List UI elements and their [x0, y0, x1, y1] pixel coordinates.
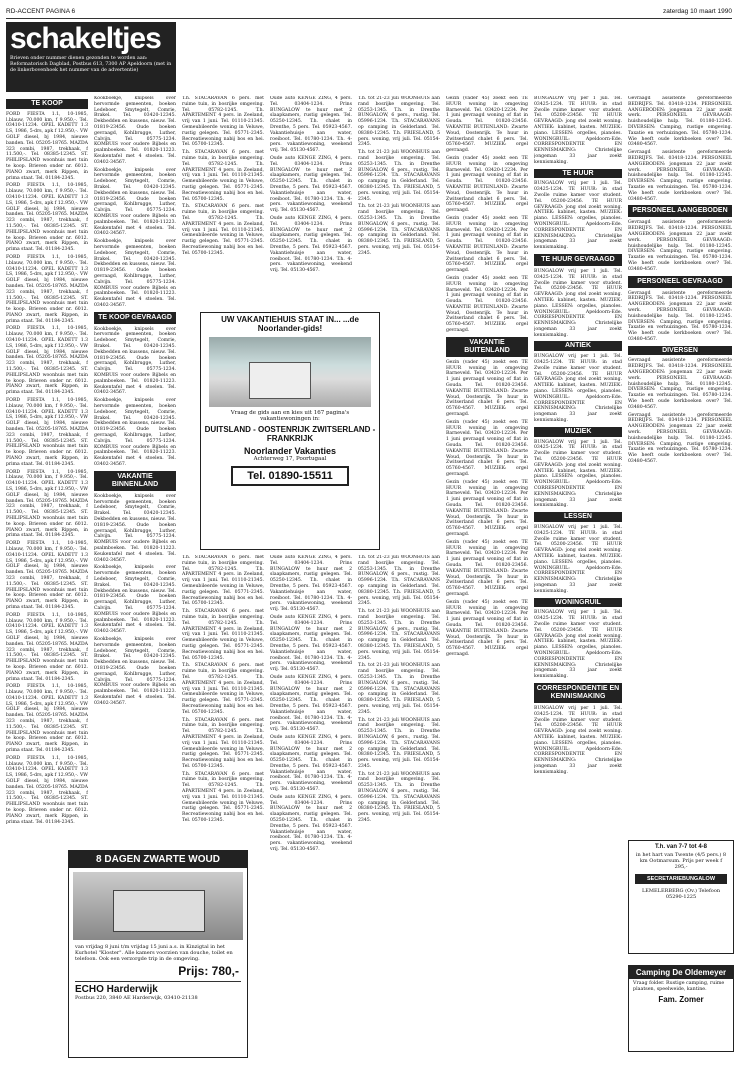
column-text: BUNGALOW vrij per 1 juli. Tel. 03425-1234. TE HUUR: in stad Zwolle ruime kamer voor student. Tel. 05200-23456. TE HUUR GEVRAAGD: jong stel zoekt woning. ANTIEK: kabinet, kasten. MUZIEK: piano. LESSEN: orgelles, pianoles. WONINGRUIL: Apeldoorn-Ede. CORRESPONDENTIE EN KENNISMAKING: Christelijke jongeman 33 jaar zoekt kennismaking. [534, 181, 622, 251]
column-text: T.h. STACARAVAN 6 pers. met ruime tuin, in bosrijke omgeving. Tel. 05782-1245. T.h. APARTEMENT 4 pers. in Zeeland, vrij van 1 juni. Tel. 01110-21345. Gemeubileerde woning in Veluwe, rustig gelegen. Tel. 05771-2345. Recreatiewoning nabij bos en hei. Tel. 05700-12345. [182, 717, 264, 769]
masthead [6, 22, 176, 92]
section-personeel-gevraagd: PERSONEEL GEVRAAGD [628, 276, 732, 288]
ad-company-logo: ECHO Harderwijk [75, 981, 241, 995]
column-text: Kookboekje, knipsels over hervormde gemeenten, boeken Ledeboer, Smytegelt, Comrie, Brakel. Tel. 03420-12345. Dekbedden en kussens, nieuw. Tel. 01819-23456. Oude boeken gevraagd, Kohlbrugge, Luther, Calvijn. Tel. 05775-1234. KOMBUIS voor oudere Bijbels en psalmboeken. Tel. 01820-11223. Keukentafel met 4 stoelen. Tel. 03402-34567. [94, 493, 176, 563]
section-lessen: LESSEN [534, 512, 622, 522]
ad-headline: UW VAKANTIEHUIS STAAT IN... ...de Noorlander-gids! [201, 313, 379, 335]
section-te-koop: TE KOOP [6, 99, 88, 109]
column-text: Gezin (vader 45) zoekt een TE HUUR woning in omgeving Barneveld. Tel. 03420-12234. Per 1 juni gevraagd woning of flat in Gouda. Tel. 01820-23456. VAKANTIE BUITENLAND: Zwarte Woud, Oostenrijk. Te huur in Zwitserland chalet 6 pers. Tel. 05760-4567. MUZIEK: orgel gevraagd. [446, 275, 528, 334]
column-4-lower [270, 555, 352, 1055]
header-right: zaterdag 10 maart 1990 [662, 8, 732, 15]
bungalow-advertisement [628, 840, 734, 954]
ad-price: Prijs: 780,- [178, 964, 239, 978]
column-text: Kookboekje, knipsels over hervormde gemeenten, boeken Ledeboer, Smytegelt, Comrie, Brakel. Tel. 03420-12345. Dekbedden en kussens, nieuw. Tel. 01819-23456. Oude boeken gevraagd, Kohlbrugge, Luther, Calvijn. Tel. 05775-1234. KOMBUIS voor oudere Bijbels en psalmboeken. Tel. 01820-11223. Keukentafel met 4 stoelen. Tel. 03402-34567. [94, 326, 176, 396]
section-personeel-aangeboden: PERSONEEL AANGEBODEN [628, 205, 732, 217]
column-text: BUNGALOW vrij per 1 juli. Tel. 03425-1234. TE HUUR: in stad Zwolle ruime kamer voor student. Tel. 05200-23456. TE HUUR GEVRAAGD: jong stel zoekt woning. ANTIEK: kabinet, kasten. MUZIEK: piano. LESSEN: orgelles, pianoles. WONINGRUIL: Apeldoorn-Ede. CORRESPONDENTIE EN KENNISMAKING: Christelijke jongeman 33 jaar zoekt kennismaking. [534, 610, 622, 680]
column-text: Gevraagd assistente gereformeerde BEDRIJFS. Tel. 03418-1234. PERSONEEL AANGEBODEN: jongeman 22 jaar zoekt werk. PERSONEEL GEVRAAGD: huishoudelijke hulp. Tel. 01180-12345. DIVERSEN: Camping, rustige omgeving. Taxatie en verhuizingen. Tel. 05780-1234. Wie heeft oude kerkboeken over? Tel. 03480-4567. [628, 290, 732, 342]
column-text: Gevraagd assistente gereformeerde BEDRIJFS. Tel. 03418-1234. PERSONEEL AANGEBODEN: jongeman 22 jaar zoekt werk. PERSONEEL GEVRAAGD: huishoudelijke hulp. Tel. 01180-12345. DIVERSEN: Camping, rustige omgeving. Taxatie en verhuizingen. Tel. 05780-1234. Wie heeft oude kerkboeken over? Tel. 03480-4567. [628, 412, 732, 465]
section-te-huur-gevraagd: TE HUUR GEVRAAGD [534, 254, 622, 266]
column-text: T.h. STACARAVAN 6 pers. met ruime tuin, in bosrijke omgeving. Tel. 05782-1245. T.h. APARTEMENT 4 pers. in Zeeland, vrij van 1 juni. Tel. 01110-21345. Gemeubileerde woning in Veluwe, rustig gelegen. Tel. 05771-2345. Recreatiewoning nabij bos en hei. Tel. 05700-12345. [182, 204, 264, 256]
section-te-huur: TE HUUR [534, 169, 622, 179]
column-text: Oude auto KENGE ZING, 4 pers. Tel. 03404-1234. Prins BUNGALOW te huur met 2 slaapkamers, rustig gelegen. Tel. 05250-12345. T.h. chalet in Drenthe, 5 pers. Tel. 05923-4567. Vakantiehuisje aan water, roeiboot. Tel. 01780-1234. T.h. 4-pers. vakantiewoning, weekend vrij. Tel. 05130-4567. [270, 674, 352, 733]
ad-title: 8 DAGEN ZWARTE WOUD [69, 851, 247, 868]
column-text: Gezin (vader 45) zoekt een TE HUUR woning in omgeving Barneveld. Tel. 03420-12234. Per 1 juni gevraagd woning of flat in Gouda. Tel. 01820-23456. VAKANTIE BUITENLAND: Zwarte Woud, Oostenrijk. Te huur in Zwitserland chalet 6 pers. Tel. 05760-4567. MUZIEK: orgel gevraagd. [446, 479, 528, 537]
column-text: Gevraagd assistente gereformeerde BEDRIJFS. Tel. 03418-1234. PERSONEEL AANGEBODEN: jongeman 22 jaar zoekt werk. PERSONEEL GEVRAAGD: huishoudelijke hulp. Tel. 01180-12345. DIVERSEN: Camping, rustige omgeving. Taxatie en verhuizingen. Tel. 05780-1234. Wie heeft oude kerkboeken over? Tel. 03480-4567. [628, 96, 732, 148]
ad-address: LEMELERBERG (Ov.) Telefoon 05290-1225 [641, 888, 721, 900]
column-text: FORD FIESTA 1.1, 10-1985, l.blauw, 70.000 km, f 9.950,-. Tel. 03410-11234. OPEL KADETT 1.3 LS, 1986, 5-drs, apk f 12.950,-. VW GOLF diesel, bj 1984, nieuwe banden. Tel. 05205-18765. MAZDA 323 combi, 1987, trekhaak, f 11.500,-. Tel. 08385-12345. ST. PHILIPSLAND woonhuis met tuin te koop. Brieven onder nr. 6012. PIANO zwart, merk Rippen, in prima staat. Tel. 01184-2345. [6, 183, 88, 253]
column-text: Kookboekje, knipsels over hervormde gemeenten, boeken Ledeboer, Smytegelt, Comrie, Brakel. Tel. 03420-12345. Dekbedden en kussens, nieuw. Tel. 01819-23456. Oude boeken gevraagd, Kohlbrugge, Luther, Calvijn. Tel. 05775-1234. KOMBUIS voor oudere Bijbels en psalmboeken. Tel. 01820-11223. Keukentafel met 4 stoelen. Tel. 03402-34567. [94, 96, 176, 165]
column-text: T.h. tot 21-23 juli WOONHUIS aan rand bosrijke omgeving. Tel. 05253-1345. T.h. in Drenthe BUNGALOW, 6 pers., rustig. Tel. 05996-1234. T.h. STACARAVANS op camping in Gelderland. Tel. 08380-12345. T.h. FRIESLAND, 5 pers. woning, vrij juli. Tel. 05154-2345. [358, 555, 440, 607]
header-left: RD-ACCENT PAGINA 6 [6, 8, 76, 15]
column-text: FORD FIESTA 1.1, 10-1985, l.blauw, 70.000 km, f 9.950,-. Tel. 03410-11234. OPEL KADETT 1.3 LS, 1986, 5-drs, apk f 12.950,-. VW GOLF diesel, bj 1984, nieuwe banden. Tel. 05205-18765. MAZDA 323 combi, 1987, trekhaak, f 11.500,-. Tel. 08385-12345. ST. PHILIPSLAND woonhuis met tuin te koop. Brieven onder nr. 6012. PIANO zwart, merk Rippen, in prima staat. Tel. 01184-2345. [6, 111, 88, 181]
ad-text: Vraag folder. Rustige camping, ruime plaatsen, speelweide, kantine. [633, 981, 725, 992]
column-text: FORD FIESTA 1.1, 10-1985, l.blauw, 70.000 km, f 9.950,-. Tel. 03410-11234. OPEL KADETT 1.3 LS, 1986, 5-drs, apk f 12.950,-. VW GOLF diesel, bj 1984, nieuwe banden. Tel. 05205-18765. MAZDA 323 combi, 1987, trekhaak, f 11.500,-. Tel. 08385-12345. ST. PHILIPSLAND woonhuis met tuin te koop. Brieven onder nr. 6012. PIANO zwart, merk Rippen, in prima staat. Tel. 01184-2345. [6, 469, 88, 539]
column-text: T.h. tot 21-23 juli WOONHUIS aan rand bosrijke omgeving. Tel. 05253-1345. T.h. in Drenthe BUNGALOW, 6 pers., rustig. Tel. 05996-1234. T.h. STACARAVANS op camping in Gelderland. Tel. 08380-12345. T.h. FRIESLAND, 5 pers. woning, vrij juli. Tel. 05154-2345. [358, 609, 440, 661]
column-text: Gevraagd assistente gereformeerde BEDRIJFS. Tel. 03418-1234. PERSONEEL AANGEBODEN: jongeman 22 jaar zoekt werk. PERSONEEL GEVRAAGD: huishoudelijke hulp. Tel. 01180-12345. DIVERSEN: Camping, rustige omgeving. Taxatie en verhuizingen. Tel. 05780-1234. Wie heeft oude kerkboeken over? Tel. 03480-4567. [628, 358, 732, 410]
column-text: Gezin (vader 45) zoekt een TE HUUR woning in omgeving Barneveld. Tel. 03420-12234. Per 1 juni gevraagd woning of flat in Gouda. Tel. 01820-23456. VAKANTIE BUITENLAND: Zwarte Woud, Oostenrijk. Te huur in Zwitserland chalet 6 pers. Tel. 05760-4567. MUZIEK: orgel gevraagd. [446, 215, 528, 274]
column-text: FORD FIESTA 1.1, 10-1985, l.blauw, 70.000 km, f 9.950,-. Tel. 03410-11234. OPEL KADETT 1.3 LS, 1986, 5-drs, apk f 12.950,-. VW GOLF diesel, bj 1984, nieuwe banden. Tel. 05205-18765. MAZDA 323 combi, 1987, trekhaak, f 11.500,-. Tel. 08385-12345. ST. PHILIPSLAND woonhuis met tuin te koop. Brieven onder nr. 6012. PIANO zwart, merk Rippen, in prima staat. Tel. 01184-2345. [6, 612, 88, 682]
column-text: Gezin (vader 45) zoekt een TE HUUR woning in omgeving Barneveld. Tel. 03420-12234. Per 1 juni gevraagd woning of flat in Gouda. Tel. 01820-23456. VAKANTIE BUITENLAND: Zwarte Woud, Oostenrijk. Te huur in Zwitserland chalet 6 pers. Tel. 05760-4567. MUZIEK: orgel gevraagd. [446, 419, 528, 478]
column-text: T.h. STACARAVAN 6 pers. met ruime tuin, in bosrijke omgeving. Tel. 05782-1245. T.h. APARTEMENT 4 pers. in Zeeland, vrij van 1 juni. Tel. 01110-21345. Gemeubileerde woning in Veluwe, rustig gelegen. Tel. 05771-2345. Recreatiewoning nabij bos en hei. Tel. 05700-12345. [182, 150, 264, 202]
column-text: T.h. tot 21-23 juli WOONHUIS aan rand bosrijke omgeving. Tel. 05253-1345. T.h. in Drenthe BUNGALOW, 6 pers., rustig. Tel. 05996-1234. T.h. STACARAVANS op camping in Gelderland. Tel. 08380-12345. T.h. FRIESLAND, 5 pers. woning, vrij juli. Tel. 05154-2345. [358, 717, 440, 769]
column-text: BUNGALOW vrij per 1 juli. Tel. 03425-1234. TE HUUR: in stad Zwolle ruime kamer voor student. Tel. 05200-23456. TE HUUR GEVRAAGD: jong stel zoekt woning. ANTIEK: kabinet, kasten. MUZIEK: piano. LESSEN: orgelles, pianoles. WONINGRUIL: Apeldoorn-Ede. CORRESPONDENTIE EN KENNISMAKING: Christelijke jongeman 33 jaar zoekt kennismaking. [534, 354, 622, 424]
section-te-koop-gevraagd: TE KOOP GEVRAAGD [94, 312, 176, 324]
column-text: Oude auto KENGE ZING, 4 pers. Tel. 03404-1234. Prins BUNGALOW te huur met 2 slaapkamers, rustig gelegen. Tel. 05250-12345. T.h. chalet in Drenthe, 5 pers. Tel. 05923-4567. Vakantiehuisje aan water, roeiboot. Tel. 01780-1234. T.h. 4-pers. vakantiewoning, weekend vrij. Tel. 05130-4567. [270, 734, 352, 793]
column-text: T.h. STACARAVAN 6 pers. met ruime tuin, in bosrijke omgeving. Tel. 05782-1245. T.h. APARTEMENT 4 pers. in Zeeland, vrij van 1 juni. Tel. 01110-21345. Gemeubileerde woning in Veluwe, rustig gelegen. Tel. 05771-2345. Recreatiewoning nabij bos en hei. Tel. 05700-12345. [182, 555, 264, 607]
ad-text: Vraag de gids aan en kies uit 167 pagina's vakantiewoningen in: [230, 410, 350, 422]
column-text: FORD FIESTA 1.1, 10-1985, l.blauw, 70.000 km, f 9.950,-. Tel. 03410-11234. OPEL KADETT 1.3 LS, 1986, 5-drs, apk f 12.950,-. VW GOLF diesel, bj 1984, nieuwe banden. Tel. 05205-18765. MAZDA 323 combi, 1987, trekhaak, f 11.500,-. Tel. 08385-12345. ST. PHILIPSLAND woonhuis met tuin te koop. Brieven onder nr. 6012. PIANO zwart, merk Rippen, in prima staat. Tel. 01184-2345. [6, 326, 88, 396]
column-text: FORD FIESTA 1.1, 10-1985, l.blauw, 70.000 km, f 9.950,-. Tel. 03410-11234. OPEL KADETT 1.3 LS, 1986, 5-drs, apk f 12.950,-. VW GOLF diesel, bj 1984, nieuwe banden. Tel. 05205-18765. MAZDA 323 combi, 1987, trekhaak, f 11.500,-. Tel. 08385-12345. ST. PHILIPSLAND woonhuis met tuin te koop. Brieven onder nr. 6012. PIANO zwart, merk Rippen, in prima staat. Tel. 01184-2345. [6, 541, 88, 610]
column-text: BUNGALOW vrij per 1 juli. Tel. 03425-1234. TE HUUR: in stad Zwolle ruime kamer voor student. Tel. 05200-23456. TE HUUR GEVRAAGD: jong stel zoekt woning. ANTIEK: kabinet, kasten. MUZIEK: piano. LESSEN: orgelles, pianoles. WONINGRUIL: Apeldoorn-Ede. CORRESPONDENTIE EN KENNISMAKING: Christelijke jongeman 33 jaar zoekt kennismaking. [534, 525, 622, 594]
column-text: Gezin (vader 45) zoekt een TE HUUR woning in omgeving Barneveld. Tel. 03420-12234. Per 1 juni gevraagd woning of flat in Gouda. Tel. 01820-23456. VAKANTIE BUITENLAND: Zwarte Woud, Oostenrijk. Te huur in Zwitserland chalet 6 pers. Tel. 05760-4567. MUZIEK: orgel gevraagd. [446, 359, 528, 418]
column-8 [628, 96, 732, 836]
column-text: Gezin (vader 45) zoekt een TE HUUR woning in omgeving Barneveld. Tel. 03420-12234. Per 1 juni gevraagd woning of flat in Gouda. Tel. 01820-23456. VAKANTIE BUITENLAND: Zwarte Woud, Oostenrijk. Te huur in Zwitserland chalet 6 pers. Tel. 05760-4567. MUZIEK: orgel gevraagd. [446, 155, 528, 214]
column-text: T.h. tot 21-23 juli WOONHUIS aan rand bosrijke omgeving. Tel. 05253-1345. T.h. in Drenthe BUNGALOW, 6 pers., rustig. Tel. 05996-1234. T.h. STACARAVANS op camping in Gelderland. Tel. 08380-12345. T.h. FRIESLAND, 5 pers. woning, vrij juli. Tel. 05154-2345. [358, 663, 440, 715]
column-text: BUNGALOW vrij per 1 juli. Tel. 03425-1234. TE HUUR: in stad Zwolle ruime kamer voor student. Tel. 05200-23456. TE HUUR GEVRAAGD: jong stel zoekt woning. ANTIEK: kabinet, kasten. MUZIEK: piano. LESSEN: orgelles, pianoles. WONINGRUIL: Apeldoorn-Ede. CORRESPONDENTIE EN KENNISMAKING: Christelijke jongeman 33 jaar zoekt kennismaking. [534, 96, 622, 165]
column-text: T.h. STACARAVAN 6 pers. met ruime tuin, in bosrijke omgeving. Tel. 05782-1245. T.h. APARTEMENT 4 pers. in Zeeland, vrij van 1 juni. Tel. 01110-21345. Gemeubileerde woning in Veluwe, rustig gelegen. Tel. 05771-2345. Recreatiewoning nabij bos en hei. Tel. 05700-12345. [182, 771, 264, 824]
column-text: Oude auto KENGE ZING, 4 pers. Tel. 03404-1234. Prins BUNGALOW te huur met 2 slaapkamers, rustig gelegen. Tel. 05250-12345. T.h. chalet in Drenthe, 5 pers. Tel. 05923-4567. Vakantiehuisje aan water, roeiboot. Tel. 01780-1234. T.h. 4-pers. vakantiewoning, weekend vrij. Tel. 05130-4567. [270, 614, 352, 673]
column-text: T.h. tot 21-23 juli WOONHUIS aan rand bosrijke omgeving. Tel. 05253-1345. T.h. in Drenthe BUNGALOW, 6 pers., rustig. Tel. 05996-1234. T.h. STACARAVANS op camping in Gelderland. Tel. 08380-12345. T.h. FRIESLAND, 5 pers. woning, vrij juli. Tel. 05154-2345. [358, 96, 440, 148]
column-text: T.h. tot 21-23 juli WOONHUIS aan rand bosrijke omgeving. Tel. 05253-1345. T.h. in Drenthe BUNGALOW, 6 pers., rustig. Tel. 05996-1234. T.h. STACARAVANS op camping in Gelderland. Tel. 08380-12345. T.h. FRIESLAND, 5 pers. woning, vrij juli. Tel. 05154-2345. [358, 204, 440, 256]
column-text: Oude auto KENGE ZING, 4 pers. Tel. 03404-1234. Prins BUNGALOW te huur met 2 slaapkamers, rustig gelegen. Tel. 05250-12345. T.h. chalet in Drenthe, 5 pers. Tel. 05923-4567. Vakantiehuisje aan water, roeiboot. Tel. 01780-1234. T.h. 4-pers. vakantiewoning, weekend vrij. Tel. 05130-4567. [270, 215, 352, 274]
column-2 [94, 96, 176, 846]
column-text: Gevraagd assistente gereformeerde BEDRIJFS. Tel. 03418-1234. PERSONEEL AANGEBODEN: jongeman 22 jaar zoekt werk. PERSONEEL GEVRAAGD: huishoudelijke hulp. Tel. 01180-12345. DIVERSEN: Camping, rustige omgeving. Taxatie en verhuizingen. Tel. 05780-1234. Wie heeft oude kerkboeken over? Tel. 03480-4567. [628, 220, 732, 272]
column-text: BUNGALOW vrij per 1 juli. Tel. 03425-1234. TE HUUR: in stad Zwolle ruime kamer voor student. Tel. 05200-23456. TE HUUR GEVRAAGD: jong stel zoekt woning. ANTIEK: kabinet, kasten. MUZIEK: piano. LESSEN: orgelles, pianoles. WONINGRUIL: Apeldoorn-Ede. CORRESPONDENTIE EN KENNISMAKING: Christelijke jongeman 33 jaar zoekt kennismaking. [534, 268, 622, 338]
column-text: T.h. tot 21-23 juli WOONHUIS aan rand bosrijke omgeving. Tel. 05253-1345. T.h. in Drenthe BUNGALOW, 6 pers., rustig. Tel. 05996-1234. T.h. STACARAVANS op camping in Gelderland. Tel. 08380-12345. T.h. FRIESLAND, 5 pers. woning, vrij juli. Tel. 05154-2345. [358, 771, 440, 824]
ad-text: van vrijdag 8 juni t/m vrijdag 15 juni a.s. in Kinzigtal in het Kurhotel "Kloster". Alle kamers voorzien van douche, toilet en telefoon. Ook een verzorgde trip in de omgeving. [75, 944, 233, 962]
ad-footer: Postbus 220, 3840 AE Harderwijk, 03410-21138 [75, 995, 198, 1001]
section-muziek: MUZIEK [534, 427, 622, 437]
column-text: Kookboekje, knipsels over hervormde gemeenten, boeken Ledeboer, Smytegelt, Comrie, Brakel. Tel. 03420-12345. Dekbedden en kussens, nieuw. Tel. 01819-23456. Oude boeken gevraagd, Kohlbrugge, Luther, Calvijn. Tel. 05775-1234. KOMBUIS voor oudere Bijbels en psalmboeken. Tel. 01820-11223. Keukentafel met 4 stoelen. Tel. 03402-34567. [94, 565, 176, 635]
ad-company: Noorlander Vakanties [243, 446, 337, 456]
column-text: Kookboekje, knipsels over hervormde gemeenten, boeken Ledeboer, Smytegelt, Comrie, Brakel. Tel. 03420-12345. Dekbedden en kussens, nieuw. Tel. 01819-23456. Oude boeken gevraagd, Kohlbrugge, Luther, Calvijn. Tel. 05775-1234. KOMBUIS voor oudere Bijbels en psalmboeken. Tel. 01820-11223. Keukentafel met 4 stoelen. Tel. 03402-34567. [94, 398, 176, 468]
column-text: Gevraagd assistente gereformeerde BEDRIJFS. Tel. 03418-1234. PERSONEEL AANGEBODEN: jongeman 22 jaar zoekt werk. PERSONEEL GEVRAAGD: huishoudelijke hulp. Tel. 01180-12345. DIVERSEN: Camping, rustige omgeving. Taxatie en verhuizingen. Tel. 05780-1234. Wie heeft oude kerkboeken over? Tel. 03480-4567. [628, 150, 732, 202]
column-5 [358, 96, 440, 306]
column-text: T.h. STACARAVAN 6 pers. met ruime tuin, in bosrijke omgeving. Tel. 05782-1245. T.h. APARTEMENT 4 pers. in Zeeland, vrij van 1 juni. Tel. 01110-21345. Gemeubileerde woning in Veluwe, rustig gelegen. Tel. 05771-2345. Recreatiewoning nabij bos en hei. Tel. 05700-12345. [182, 609, 264, 661]
ad-countries: DUITSLAND - OOSTENRIJK ZWITSERLAND - FRANKRIJK [204, 425, 376, 443]
column-3 [182, 96, 264, 306]
ad-title: Camping De Oldemeyer [629, 966, 733, 979]
column-text: FORD FIESTA 1.1, 10-1985, l.blauw, 70.000 km, f 9.950,-. Tel. 03410-11234. OPEL KADETT 1.3 LS, 1986, 5-drs, apk f 12.950,-. VW GOLF diesel, bj 1984, nieuwe banden. Tel. 05205-18765. MAZDA 323 combi, 1987, trekhaak, f 11.500,-. Tel. 08385-12345. ST. PHILIPSLAND woonhuis met tuin te koop. Brieven onder nr. 6012. PIANO zwart, merk Rippen, in prima staat. Tel. 01184-2345. [6, 684, 88, 754]
zwarte-woud-advertisement [68, 850, 248, 1058]
column-6 [446, 96, 528, 1056]
ad-address: Achterweg 17, Poortugaal [253, 456, 327, 462]
column-text: T.h. tot 21-23 juli WOONHUIS aan rand bosrijke omgeving. Tel. 05253-1345. T.h. in Drenthe BUNGALOW, 6 pers., rustig. Tel. 05996-1234. T.h. STACARAVANS op camping in Gelderland. Tel. 08380-12345. T.h. FRIESLAND, 5 pers. woning, vrij juli. Tel. 05154-2345. [358, 150, 440, 202]
column-text: Kookboekje, knipsels over hervormde gemeenten, boeken Ledeboer, Smytegelt, Comrie, Brakel. Tel. 03420-12345. Dekbedden en kussens, nieuw. Tel. 01819-23456. Oude boeken gevraagd, Kohlbrugge, Luther, Calvijn. Tel. 05775-1234. KOMBUIS voor oudere Bijbels en psalmboeken. Tel. 01820-11223. Keukentafel met 4 stoelen. Tel. 03402-34567. [94, 167, 176, 237]
column-text: FORD FIESTA 1.1, 10-1985, l.blauw, 70.000 km, f 9.950,-. Tel. 03410-11234. OPEL KADETT 1.3 LS, 1986, 5-drs, apk f 12.950,-. VW GOLF diesel, bj 1984, nieuwe banden. Tel. 05205-18765. MAZDA 323 combi, 1987, trekhaak, f 11.500,-. Tel. 08385-12345. ST. PHILIPSLAND woonhuis met tuin te koop. Brieven onder nr. 6012. PIANO zwart, merk Rippen, in prima staat. Tel. 01184-2345. [6, 398, 88, 467]
column-text: Gezin (vader 45) zoekt een TE HUUR woning in omgeving Barneveld. Tel. 03420-12234. Per 1 juni gevraagd woning of flat in Gouda. Tel. 01820-23456. VAKANTIE BUITENLAND: Zwarte Woud, Oostenrijk. Te huur in Zwitserland chalet 6 pers. Tel. 05760-4567. MUZIEK: orgel gevraagd. [446, 599, 528, 657]
column-text: Kookboekje, knipsels over hervormde gemeenten, boeken Ledeboer, Smytegelt, Comrie, Brakel. Tel. 03420-12345. Dekbedden en kussens, nieuw. Tel. 01819-23456. Oude boeken gevraagd, Kohlbrugge, Luther, Calvijn. Tel. 05775-1234. KOMBUIS voor oudere Bijbels en psalmboeken. Tel. 01820-11223. Keukentafel met 4 stoelen. Tel. 03402-34567. [94, 636, 176, 706]
vakantie-advertisement [200, 312, 380, 550]
column-text: T.h. STACARAVAN 6 pers. met ruime tuin, in bosrijke omgeving. Tel. 05782-1245. T.h. APARTEMENT 4 pers. in Zeeland, vrij van 1 juni. Tel. 01110-21345. Gemeubileerde woning in Veluwe, rustig gelegen. Tel. 05771-2345. Recreatiewoning nabij bos en hei. Tel. 05700-12345. [182, 96, 264, 148]
ad-section: SECRETARIEBUNGALOW [635, 874, 727, 884]
column-7 [534, 96, 622, 1056]
column-text: T.h. STACARAVAN 6 pers. met ruime tuin, in bosrijke omgeving. Tel. 05782-1245. T.h. APARTEMENT 4 pers. in Zeeland, vrij van 1 juni. Tel. 01110-21345. Gemeubileerde woning in Veluwe, rustig gelegen. Tel. 05771-2345. Recreatiewoning nabij bos en hei. Tel. 05700-12345. [182, 663, 264, 715]
column-4 [270, 96, 352, 306]
masthead-intro: Brieven onder nummer dienen gezonden te worden aan: Reformatorisch Dagblad, Postbus 613, 7300 AP Apeldoorn (met in de linkerbovenhoek het nummer van de advertentie) [10, 56, 172, 73]
section-vakantie-binnenland: VAKANTIE BINNENLAND [94, 471, 176, 491]
ad-title: T.h. van 7-7 tot 4-8 [654, 844, 707, 850]
column-text: Gezin (vader 45) zoekt een TE HUUR woning in omgeving Barneveld. Tel. 03420-12234. Per 1 juni gevraagd woning of flat in Gouda. Tel. 01820-23456. VAKANTIE BUITENLAND: Zwarte Woud, Oostenrijk. Te huur in Zwitserland chalet 6 pers. Tel. 05760-4567. MUZIEK: orgel gevraagd. [446, 539, 528, 597]
column-text: BUNGALOW vrij per 1 juli. Tel. 03425-1234. TE HUUR: in stad Zwolle ruime kamer voor student. Tel. 05200-23456. TE HUUR GEVRAAGD: jong stel zoekt woning. ANTIEK: kabinet, kasten. MUZIEK: piano. LESSEN: orgelles, pianoles. WONINGRUIL: Apeldoorn-Ede. CORRESPONDENTIE EN KENNISMAKING: Christelijke jongeman 33 jaar zoekt kennismaking. [534, 439, 622, 509]
column-5-lower [358, 555, 440, 1055]
section-correspondentie: CORRESPONDENTIE EN KENNISMAKING [534, 683, 622, 703]
masthead-logo: schakeltjes [10, 22, 161, 55]
section-diversen: DIVERSEN [628, 346, 732, 356]
hotel-photo [73, 872, 243, 940]
column-text: FORD FIESTA 1.1, 10-1985, l.blauw, 70.000 km, f 9.950,-. Tel. 03410-11234. OPEL KADETT 1.3 LS, 1986, 5-drs, apk f 12.950,-. VW GOLF diesel, bj 1984, nieuwe banden. Tel. 05205-18765. MAZDA 323 combi, 1987, trekhaak, f 11.500,-. Tel. 08385-12345. ST. PHILIPSLAND woonhuis met tuin te koop. Brieven onder nr. 6012. PIANO zwart, merk Rippen, in prima staat. Tel. 01184-2345. [6, 755, 88, 825]
column-text: Gezin (vader 45) zoekt een TE HUUR woning in omgeving Barneveld. Tel. 03420-12234. Per 1 juni gevraagd woning of flat in Gouda. Tel. 01820-23456. VAKANTIE BUITENLAND: Zwarte Woud, Oostenrijk. Te huur in Zwitserland chalet 6 pers. Tel. 05760-4567. MUZIEK: orgel gevraagd. [446, 96, 528, 154]
column-text: Oude auto KENGE ZING, 4 pers. Tel. 03404-1234. Prins BUNGALOW te huur met 2 slaapkamers, rustig gelegen. Tel. 05250-12345. T.h. chalet in Drenthe, 5 pers. Tel. 05923-4567. Vakantiehuisje aan water, roeiboot. Tel. 01780-1234. T.h. 4-pers. vakantiewoning, weekend vrij. Tel. 05130-4567. [270, 96, 352, 154]
ad-phone: Tel. 01890-15511 [231, 466, 349, 486]
column-text: Oude auto KENGE ZING, 4 pers. Tel. 03404-1234. Prins BUNGALOW te huur met 2 slaapkamers, rustig gelegen. Tel. 05250-12345. T.h. chalet in Drenthe, 5 pers. Tel. 05923-4567. Vakantiehuisje aan water, roeiboot. Tel. 01780-1234. T.h. 4-pers. vakantiewoning, weekend vrij. Tel. 05130-4567. [270, 555, 352, 613]
section-woningruil: WONINGRUIL [534, 598, 622, 608]
camping-advertisement [628, 965, 734, 1052]
page-header [6, 8, 732, 19]
column-text: Kookboekje, knipsels over hervormde gemeenten, boeken Ledeboer, Smytegelt, Comrie, Brakel. Tel. 03420-12345. Dekbedden en kussens, nieuw. Tel. 01819-23456. Oude boeken gevraagd, Kohlbrugge, Luther, Calvijn. Tel. 05775-1234. KOMBUIS voor oudere Bijbels en psalmboeken. Tel. 01820-11223. Keukentafel met 4 stoelen. Tel. 03402-34567. [94, 239, 176, 308]
column-text: Oude auto KENGE ZING, 4 pers. Tel. 03404-1234. Prins BUNGALOW te huur met 2 slaapkamers, rustig gelegen. Tel. 05250-12345. T.h. chalet in Drenthe, 5 pers. Tel. 05923-4567. Vakantiehuisje aan water, roeiboot. Tel. 01780-1234. T.h. 4-pers. vakantiewoning, weekend vrij. Tel. 05130-4567. [270, 155, 352, 214]
column-text: Oude auto KENGE ZING, 4 pers. Tel. 03404-1234. Prins BUNGALOW te huur met 2 slaapkamers, rustig gelegen. Tel. 05250-12345. T.h. chalet in Drenthe, 5 pers. Tel. 05923-4567. Vakantiehuisje aan water, roeiboot. Tel. 01780-1234. T.h. 4-pers. vakantiewoning, weekend vrij. Tel. 05130-4567. [270, 794, 352, 853]
ad-text: in het hart van Twente (4/5 pers.) 8 km Ootmarsum. Prijs per week f 295,- [635, 852, 727, 870]
column-text: BUNGALOW vrij per 1 juli. Tel. 03425-1234. TE HUUR: in stad Zwolle ruime kamer voor student. Tel. 05200-23456. TE HUUR GEVRAAGD: jong stel zoekt woning. ANTIEK: kabinet, kasten. MUZIEK: piano. LESSEN: orgelles, pianoles. WONINGRUIL: Apeldoorn-Ede. CORRESPONDENTIE EN KENNISMAKING: Christelijke jongeman 33 jaar zoekt kennismaking. [534, 705, 622, 775]
section-vakantie-buitenland: VAKANTIE BUITENLAND [446, 337, 528, 357]
ad-owner: Fam. Zomer [658, 995, 704, 1004]
chalet-photo [209, 337, 371, 407]
section-antiek: ANTIEK [534, 341, 622, 351]
column-text: FORD FIESTA 1.1, 10-1985, l.blauw, 70.000 km, f 9.950,-. Tel. 03410-11234. OPEL KADETT 1.3 LS, 1986, 5-drs, apk f 12.950,-. VW GOLF diesel, bj 1984, nieuwe banden. Tel. 05205-18765. MAZDA 323 combi, 1987, trekhaak, f 11.500,-. Tel. 08385-12345. ST. PHILIPSLAND woonhuis met tuin te koop. Brieven onder nr. 6012. PIANO zwart, merk Rippen, in prima staat. Tel. 01184-2345. [6, 254, 88, 324]
